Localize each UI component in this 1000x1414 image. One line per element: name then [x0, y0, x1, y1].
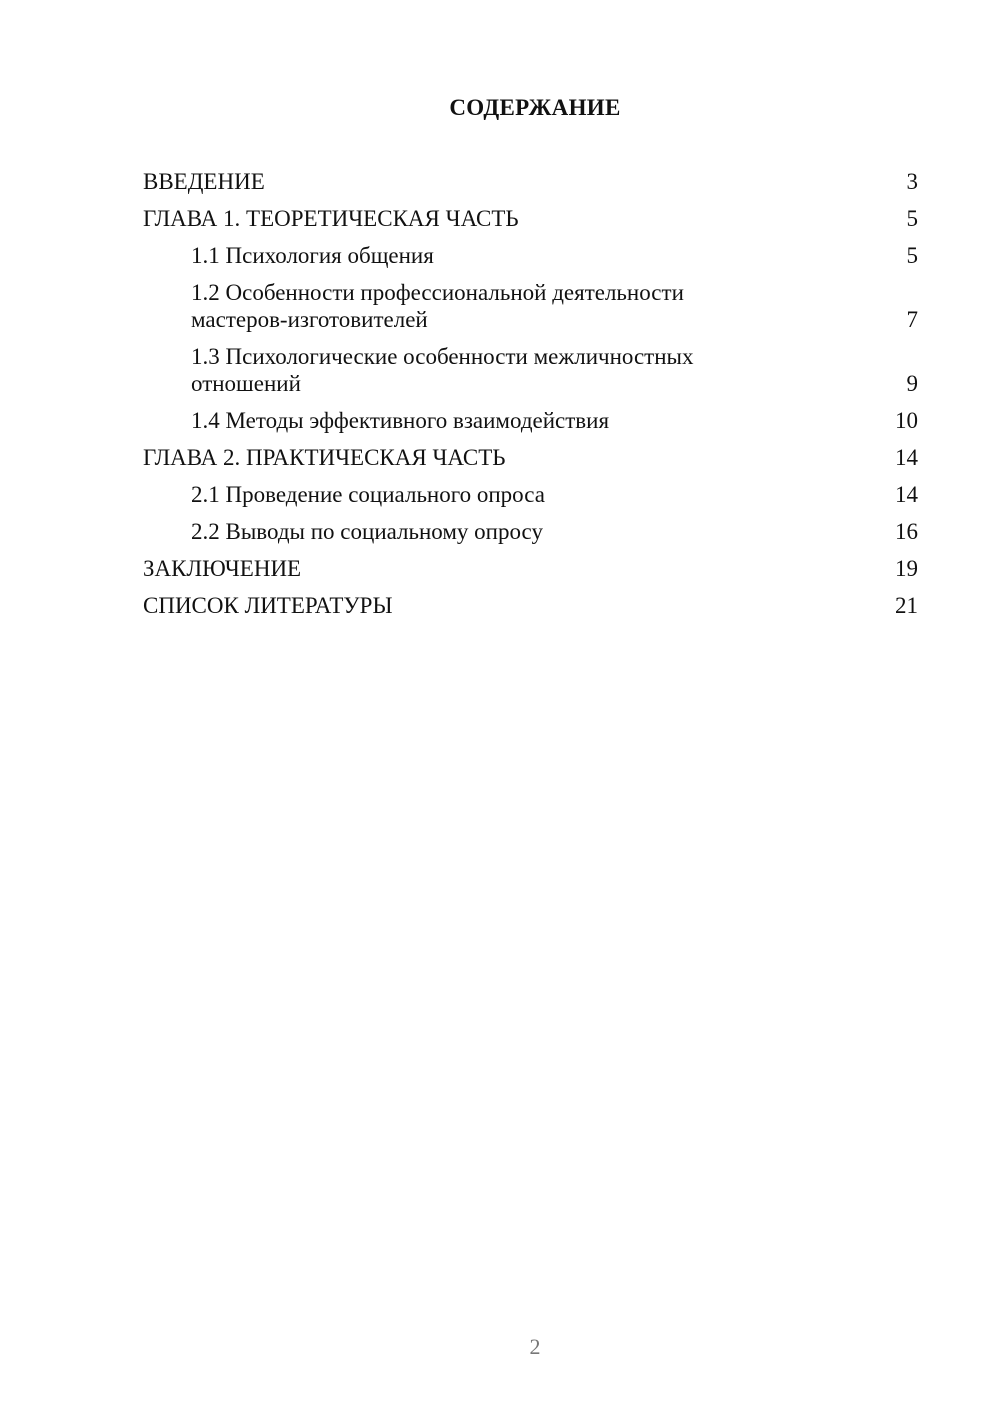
toc-entry-bibliography[interactable] [143, 592, 918, 619]
toc-entry-section-2-2[interactable] [143, 518, 918, 545]
toc-entry-introduction[interactable] [143, 168, 918, 195]
toc-entry-section-1-3[interactable] [143, 343, 918, 397]
toc-entry-page: 3 [906, 169, 918, 194]
toc-entry-section-2-1[interactable] [143, 481, 918, 508]
toc-entry-page: 7 [906, 307, 918, 332]
toc-entry-page: 5 [906, 243, 918, 268]
toc-entry-label: ЗАКЛЮЧЕНИЕ [143, 556, 302, 581]
toc-entry-label: 1.4 Методы эффективного взаимодействия [191, 408, 610, 433]
toc-entry-label: ГЛАВА 2. ПРАКТИЧЕСКАЯ ЧАСТЬ [143, 445, 506, 470]
page-number: 2 [529, 1334, 541, 1359]
toc-entry-page: 10 [895, 408, 918, 433]
toc-entry-page: 19 [895, 556, 918, 581]
toc-entry-label: 1.2 Особенности профессиональной деятельности мастеров-изготовителей [191, 280, 684, 332]
toc-entry-chapter-1[interactable] [143, 205, 918, 232]
page-title: СОДЕРЖАНИЕ [449, 95, 621, 120]
toc-entry-section-1-2[interactable] [143, 279, 918, 333]
toc-entry-page: 21 [895, 593, 918, 618]
toc-entry-label: 1.1 Психология общения [191, 243, 434, 268]
toc-entry-page: 5 [906, 206, 918, 231]
toc-entry-label: 2.1 Проведение социального опроса [191, 482, 545, 507]
toc-entry-page: 14 [895, 445, 918, 470]
table-of-contents [143, 168, 918, 629]
toc-entry-label: 2.2 Выводы по социальному опросу [191, 519, 543, 544]
toc-entry-chapter-2[interactable] [143, 444, 918, 471]
toc-entry-section-1-1[interactable] [143, 242, 918, 269]
toc-entry-label: ГЛАВА 1. ТЕОРЕТИЧЕСКАЯ ЧАСТЬ [143, 206, 519, 231]
toc-entry-label: СПИСОК ЛИТЕРАТУРЫ [143, 593, 393, 618]
toc-entry-label: ВВЕДЕНИЕ [143, 169, 265, 194]
toc-entry-page: 9 [906, 371, 918, 396]
toc-entry-conclusion[interactable] [143, 555, 918, 582]
toc-entry-section-1-4[interactable] [143, 407, 918, 434]
toc-entry-page: 16 [895, 519, 918, 544]
toc-entry-label: 1.3 Психологические особенности межличностных отношений [191, 344, 694, 396]
toc-entry-page: 14 [895, 482, 918, 507]
